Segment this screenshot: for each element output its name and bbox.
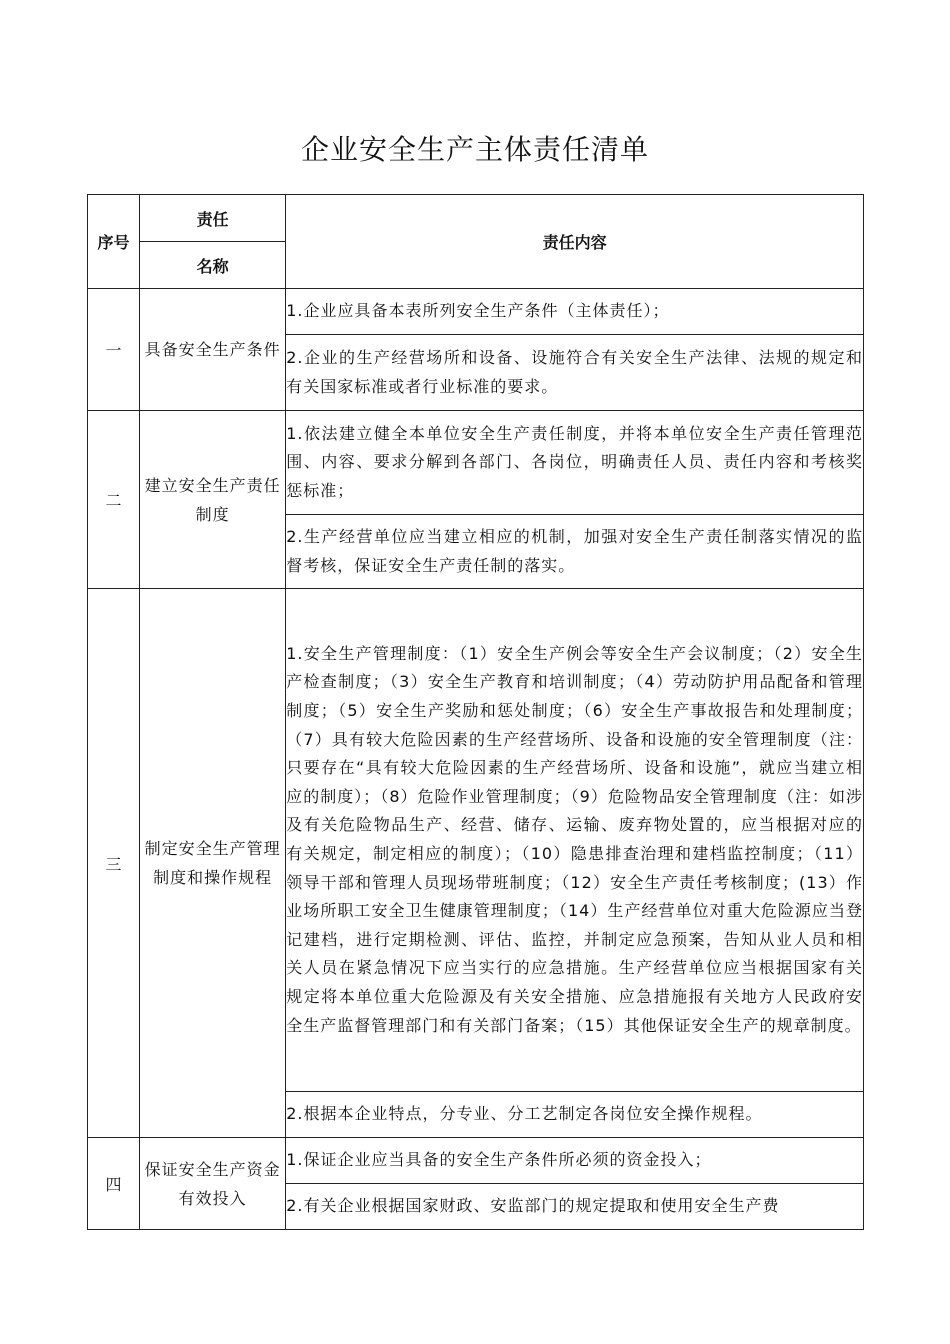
row-3-item-1: 1.安全生产管理制度：（1）安全生产例会等安全生产会议制度；（2）安全生产检查制度；（3）安全生产教育和培训制度；（4）劳动防护用品配备和管理制度；（5）安全生产奖励和惩处制度；（6）安全生产事故报告和处理制度；（7）具有较大危险因素的生产经营场所、设备和设施的安全管理制度（注：只要存在“具有较大危险因素的生产经营场所、设备和设施”，就应当建立相应的制度）；（8）危险作业管理制度；（9）危险物品安全管理制度（注：如涉及有关危险物品生产、经营、储存、运输、废弃物处置的，应当根据对应的有关规定，制定相应的制度）；（10）隐患排查治理和建档监控制度；（11）领导干部和管理人员现场带班制度；（12）安全生产责任考核制度；(13）作业场所职工安全卫生健康管理制度；（14）生产经营单位对重大危险源应当登记建档，进行定期检测、评估、监控，并制定应急预案，告知从业人员和相关人员在紧急情况下应当实行的应急措施。生产经营单位应当根据国家有关规定将本单位重大危险源及有关安全措施、应急措施报有关地方人民政府安全生产监督管理部门和有关部门备案；（15）其他保证安全生产的规章制度。 [286,589,864,1092]
header-name-line2: 名称 [140,242,286,289]
header-name-line1: 责任 [140,195,286,242]
row-3-seq: 三 [88,589,140,1138]
row-2-seq: 二 [88,411,140,589]
row-2-name: 建立安全生产责任制度 [140,411,286,589]
row-4-name: 保证安全生产资金有效投入 [140,1138,286,1230]
row-4-item-1: 1.保证企业应当具备的安全生产条件所必须的资金投入； [286,1138,864,1184]
row-2-item-2: 2.生产经营单位应当建立相应的机制，加强对安全生产责任制落实情况的监督考核，保证安全生产责任制的落实。 [286,515,864,589]
row-1-item-2: 2.企业的生产经营场所和设备、设施符合有关安全生产法律、法规的规定和有关国家标准或者行业标准的要求。 [286,335,864,411]
row-1-name: 具备安全生产条件 [140,289,286,411]
responsibility-table [87,194,864,1230]
row-1-seq: 一 [88,289,140,411]
row-1-item-1: 1.企业应具备本表所列安全生产条件（主体责任）； [286,289,864,335]
header-seq: 序号 [88,195,140,289]
row-3-item-2: 2.根据本企业特点，分专业、分工艺制定各岗位安全操作规程。 [286,1092,864,1138]
row-3-name: 制定安全生产管理制度和操作规程 [140,589,286,1138]
row-4-item-2: 2.有关企业根据国家财政、安监部门的规定提取和使用安全生产费 [286,1184,864,1230]
row-4-seq: 四 [88,1138,140,1230]
document-title: 企业安全生产主体责任清单 [300,133,649,166]
header-content: 责任内容 [286,195,864,289]
row-2-item-1: 1.依法建立健全本单位安全生产责任制度，并将本单位安全生产责任管理范围、内容、要求分解到各部门、各岗位，明确责任人员、责任内容和考核奖惩标准； [286,411,864,515]
